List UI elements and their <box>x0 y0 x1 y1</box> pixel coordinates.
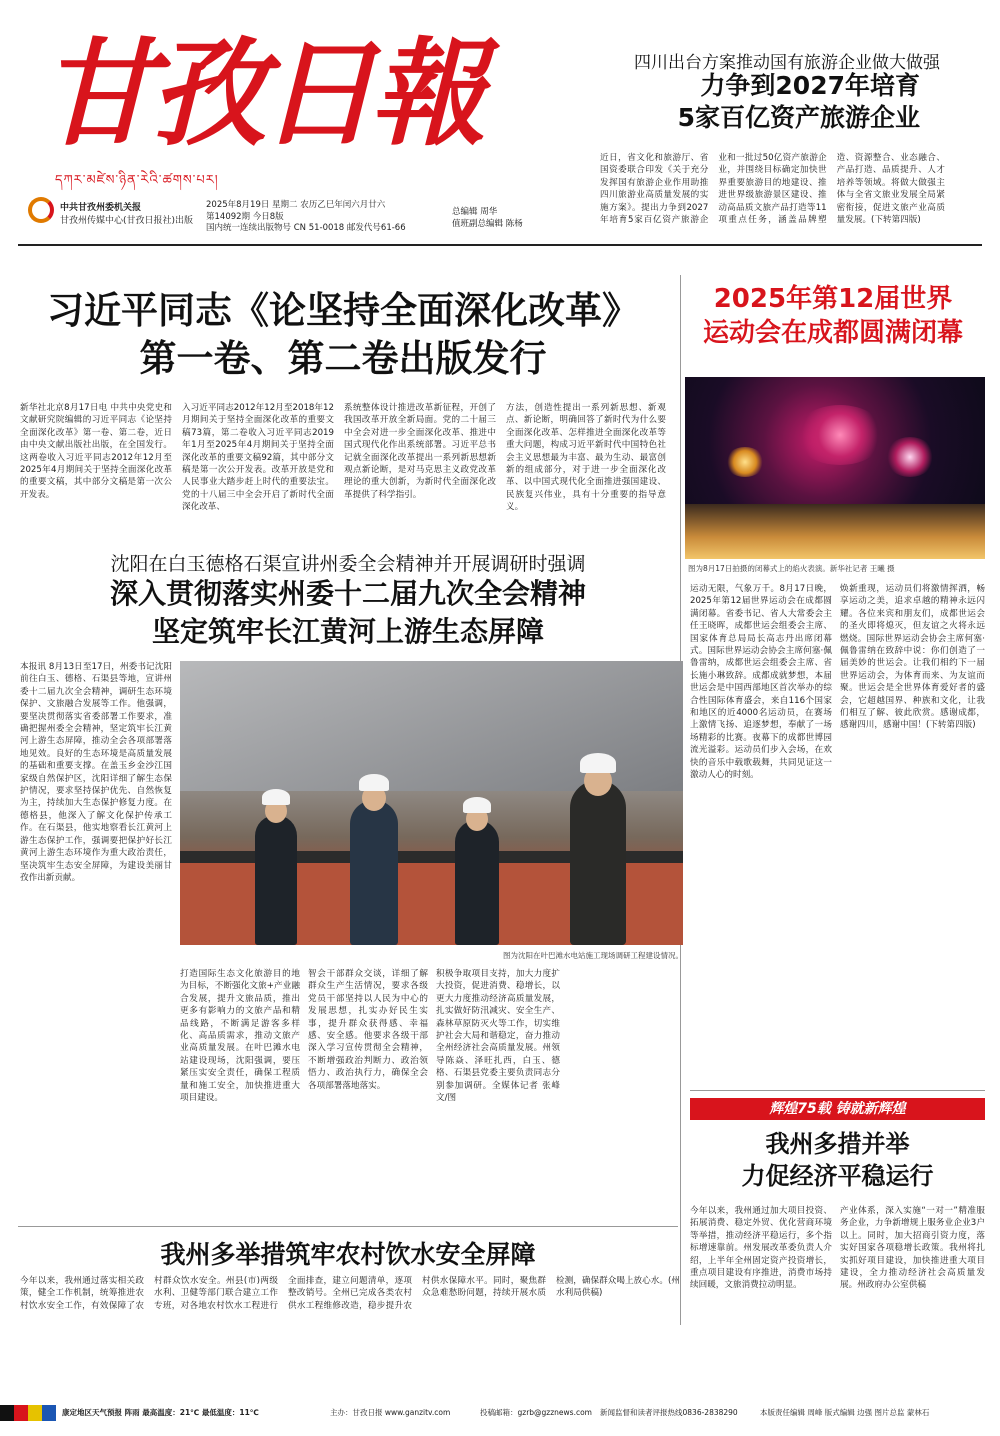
editor-line1: 总编辑 周华 <box>452 207 498 217</box>
lead-col3: 系统整体设计推进改革新征程，开创了我国改革开放全新局面。党的二十届三中全会对进一步全面深化改革、推进中国式现代化作出系统部署。习近平总书记就全面深化改革提出一系列新思想新观点新论断，是对马克思主义政党改革理论的重大创新，为新时代全面深化改革提供了科学指引。 <box>344 403 496 500</box>
worldgames-headline <box>678 282 988 350</box>
issue-info <box>206 200 436 235</box>
editor-line2: 值班副总编辑 陈杨 <box>452 218 523 229</box>
footer-weather: 康定地区天气预报 阵雨 最高温度：21℃ 最低温度：11℃ <box>62 1408 259 1417</box>
lead-col2: 入习近平同志2012年12月至2018年12月期间关于坚持全面深化改革的重要文稿73篇，第二卷收入习近平同志2019年1月至2025年4月期间关于坚持全面深化改革的重要文稿92篇，其中部分文稿是第一次公开发表。改革开放是党和人民事业大踏步赶上时代的重要法宝。党的十八届三中全会开启了新时代全面深化改革、 <box>182 403 334 513</box>
lead-title2: 第一卷、第二卷出版发行 <box>139 337 547 380</box>
issue-line1: 2025年8月19日 星期二 农历乙巳年闰六月廿六 <box>206 200 386 210</box>
footer-phone: 新闻监督和读者评报热线0836-2838290 <box>600 1408 738 1417</box>
anniversary-banner: 辉煌75载 铸就新辉煌 <box>690 1098 985 1120</box>
color-swatch <box>0 1405 14 1421</box>
footer-mail: 投稿邮箱：gzrb@gzznews.com <box>480 1408 592 1417</box>
water-body: 今年以来，我州通过落实相关政策，健全工作机制，统筹推进农村饮水安全工作，有效保障了农村群众饮水安全。州县(市)两级水利、卫健等部门联合建立工作专班，对各地农村饮水工程进行全面排查，建立问题清单，逐项整改销号。全州已完成各类农村供水工程维修改造，稳步提升农村供水保障水平。同时，聚焦群众急难愁盼问题，持续开展水质检测，确保群众喝上放心水。(州水利局供稿) <box>20 1276 680 1311</box>
growth-col1: 今年以来，我州通过加大项目投资、拓展消费、稳定外贸、优化营商环境等举措，推动经济平稳运行，多个指标增速靠前。州发展改革委负责人介绍，上半年全州固定资产投资增长，重点项目建设有序推进，消费市场持续回暖，文旅消费拉动明显。 <box>690 1206 832 1291</box>
water-headline: 我州多举措筑牢农村饮水安全屏障 <box>160 1240 536 1269</box>
growth-col2: 产业体系，深入实施“一对一”精准服务企业，力争新增规上服务业企业3户以上。同时，加大招商引资力度，落实好国家各项稳增长政策。我州将扎实抓好项目建设，加快推进重大项目建设，全力推动经济社会高质量发展。州政府办公室供稿 <box>840 1206 985 1291</box>
divider <box>18 244 982 246</box>
second-headline <box>18 575 678 651</box>
footer-bar <box>0 1405 1000 1421</box>
worldgames-col1: 运动无限，气象万千。8月17日晚，2025年第12届世界运动会在成都圆满闭幕。省委书记、省人大常委会主任王晓晖，成都世运会组委会主席、国家体育总局局长高志丹出席闭幕式。国际世界运动会协会主席何塞·佩鲁雷纳，成都世运会组委会主席、省长施小琳致辞。成都成就梦想，本届世运会是中国西部地区首次举办的综合性国际体育盛会，来自116个国家和地区的近4000名运动员，在赛场上激情飞扬、追逐梦想，奉献了一场场精彩的比赛。夜幕下的成都世博园流光溢彩。运动员们步入会场，在欢快的音乐中载歌载舞，共同见证这一激动人心的时刻。 <box>690 584 832 781</box>
divider <box>690 1090 985 1091</box>
masthead-org <box>60 202 193 228</box>
divider <box>18 1226 678 1227</box>
worldgames-title1: 2025年第12届世界 <box>713 284 953 314</box>
footer-staff: 本版责任编辑 周峰 版式编辑 边强 图片总监 蒙林石 <box>760 1408 930 1417</box>
survey-photo <box>180 661 683 945</box>
growth-headline <box>690 1128 985 1192</box>
second-col-c: 积极争取项目支持，加大力度扩大投资，促进消费、稳增长，以更大力度推动经济高质量发展，扎实做好防汛减灾、安全生产、森林草原防灭火等工作，切实维护社会大局和谐稳定，奋力推动全州经济社会高质量发展。州领导陈焱、泽旺扎西，白玉、德格、石渠县党委主要负责同志分别参加调研。全媒体记者 张峰 文/图 <box>436 969 560 1104</box>
logo-icon <box>28 197 54 223</box>
survey-photo-caption: 图为沈阳在叶巴滩水电站施工现场调研工程建设情况。 <box>503 951 683 960</box>
masthead-title: 甘孜日報 <box>40 26 480 162</box>
masthead-tibetan: དཀར་མཛེས་ཉིན་རེའི་ཚགས་པར། <box>55 173 219 188</box>
issue-line3: 国内统一连续出版物号 CN 51-0018 邮发代号61-66 <box>206 223 406 233</box>
color-swatch <box>28 1405 42 1421</box>
tourism-title1: 力争到2027年培育 <box>700 71 920 100</box>
lead-title1: 习近平同志《论坚持全面深化改革》 <box>47 289 639 332</box>
issue-line2: 第14092期 今日8版 <box>206 211 284 222</box>
color-swatch <box>42 1405 56 1421</box>
second-col-b: 智会干部群众交谈，详细了解群众生产生活情况，要求各级党员干部坚持以人民为中心的发展思想，扎实办好民生实事，提升群众获得感、幸福感、安全感。他要求各级干部深入学习宣传贯彻全会精神，不断增强政治判断力、政治领悟力、政治执行力，确保全会各项部署落地落实。 <box>308 969 428 1091</box>
second-kicker: 沈阳在白玉德格石渠宣讲州委全会精神并开展调研时强调 <box>110 553 586 575</box>
lead-headline <box>18 287 668 383</box>
tourism-headline <box>520 70 920 134</box>
tourism-title2: 5家百亿资产旅游企业 <box>677 103 920 132</box>
worldgames-caption: 图为8月17日拍摄的闭幕式上的焰火表演。新华社记者 王曦 摄 <box>688 564 895 573</box>
worldgames-col2: 焕新重现，运动员们将激情挥洒，畅享运动之美，追求卓越的精神永远闪耀。各位来宾和朋友们，成都世运会的圣火即将熄灭，但友谊之火将永远燃烧。国际世界运动会协会主席何塞·佩鲁雷纳在致辞中说：你们创造了一届美妙的世运会。让我们相约下一届世界运动会，为体育而来、为友谊而聚。世运会是全世界体育爱好者的盛会，它超越国界、种族和文化，让我们相互了解、彼此欣赏。感谢成都，感谢四川，感谢中国！(下转第四版) <box>840 584 985 731</box>
growth-title2: 力促经济平稳运行 <box>741 1162 934 1190</box>
color-swatch <box>14 1405 28 1421</box>
second-title2: 坚定筑牢长江黄河上游生态屏障 <box>151 615 544 648</box>
second-title1: 深入贯彻落实州委十二届九次全会精神 <box>109 577 586 610</box>
second-left-col: 本报讯 8月13日至17日，州委书记沈阳前往白玉、德格、石渠县等地，宣讲州委十二届九次全会精神，调研生态环境保护、文旅融合发展等工作。他强调，要坚决贯彻落实省委部署工作要求，准确把握州委全会精神，坚定筑牢长江黄河上游生态屏障，推动全会各项部署落地见效。良好的生态环境是高质量发展的基础和重要支撑。在盖玉乡金沙江国家级自然保护区，沈阳详细了解生态保护情况，要求坚持保护优先、自然恢复为主，持续加大生态保护修复力度。在德格县，他深入了解文化保护传承工作。在石渠县，他实地察看长江黄河上游生态保护工作，强调要把保护好长江黄河上游生态环境作为重大政治责任，坚决筑牢生态安全屏障，为建设美丽甘孜作出新贡献。 <box>20 662 172 883</box>
tourism-kicker: 四川出台方案推动国有旅游企业做大做强 <box>634 53 940 73</box>
fireworks-photo <box>685 377 985 559</box>
org-line1: 中共甘孜州委机关报 <box>60 203 142 213</box>
worldgames-title2: 运动会在成都圆满闭幕 <box>702 318 963 348</box>
org-line2: 甘孜州传媒中心(甘孜日报社)出版 <box>60 216 194 226</box>
lead-col4: 方法，创造性提出一系列新思想、新观点、新论断，明确回答了新时代为什么要全面深化改革、怎样推进全面深化改革等重大问题，构成习近平新时代中国特色社会主义思想最为丰富、最为生动、最富创新的组成部分，对于进一步全面深化改革、以中国式现代化全面推进强国建设、民族复兴伟业，具有十分重要的指导意义。 <box>506 403 666 513</box>
second-col-a: 打造国际生态文化旅游目的地为目标，不断强化文旅+产业融合发展，提升文旅品质，推出更多有影响力的文旅产品和精品线路，不断满足游客多样化、高品质需求，推动文旅产业高质量发展。在叶巴滩水电站建设现场，沈阳强调，要压紧压实安全责任，确保工程质量和施工安全，加快推进重大项目建设。 <box>180 969 300 1104</box>
editor-info <box>452 207 552 230</box>
growth-title1: 我州多措并举 <box>765 1130 910 1158</box>
tourism-body: 近日，省文化和旅游厅、省国资委联合印发《关于充分发挥国有旅游企业作用助推四川旅游业高质量发展的实施方案》。提出力争到2027年培育5家百亿资产旅游企业和一批过50亿资产旅游企业，并围绕目标确定加快世界重要旅游目的地建设、推进世界级旅游景区建设、推动高品质文旅产品打造等11项重点任务，涵盖品牌塑造、资源整合、业态融合、产品打造、品质提升、人才培养等领域。将做大做强主体与全省文旅业发展全局紧密衔接，促进文旅产业高质量发展。(下转第四版) <box>600 153 945 226</box>
lead-col1: 新华社北京8月17日电 中共中央党史和文献研究院编辑的习近平同志《论坚持全面深化改革》第一卷、第二卷，近日由中央文献出版社出版，在全国发行。这两卷收入习近平同志2012年12月至2025年4月期间关于坚持全面深化改革的重要文稿，其中部分文稿是第一次公开发表。 <box>20 403 172 500</box>
footer-web: 主办：甘孜日报 www.ganzitv.com <box>330 1408 451 1417</box>
